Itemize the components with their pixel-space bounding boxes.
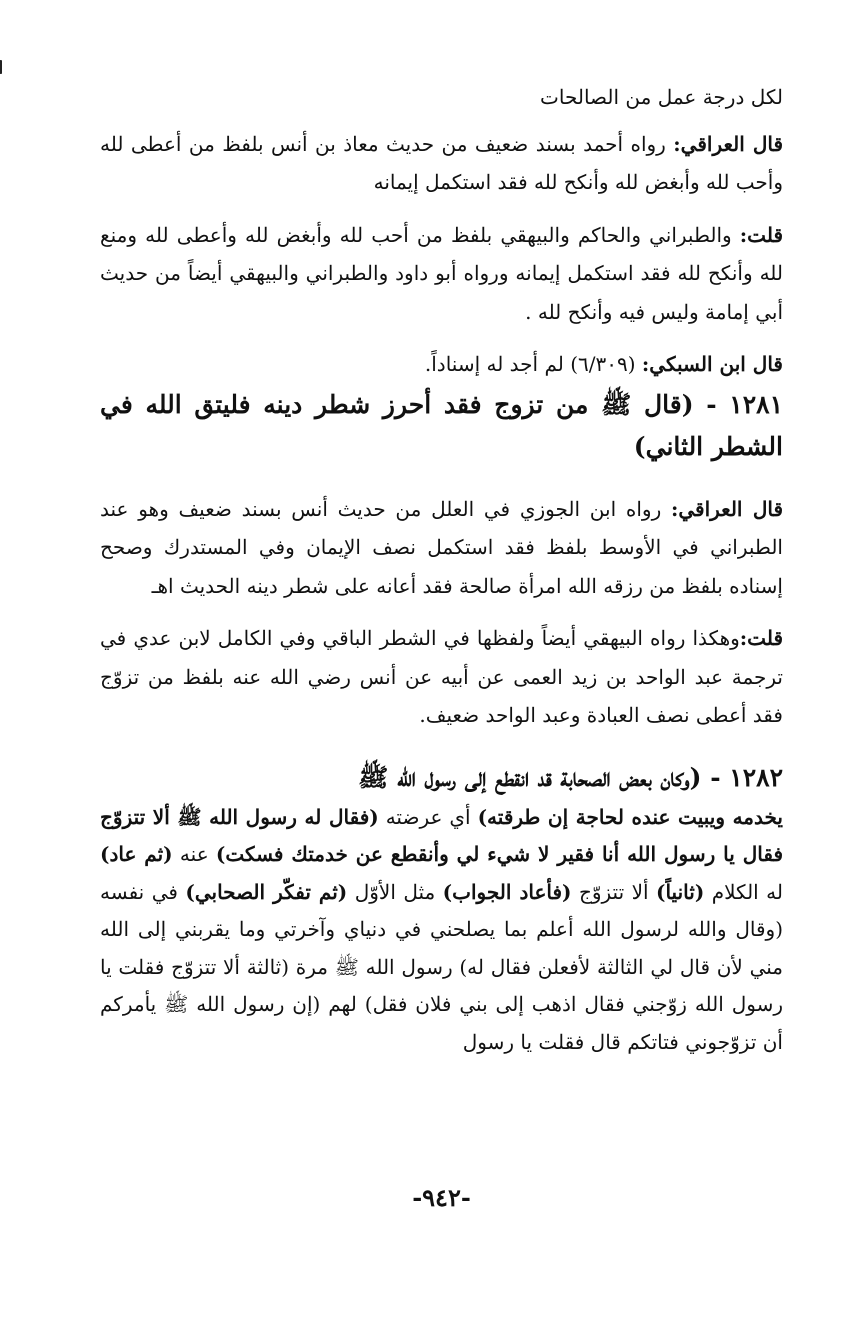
explanation-text: مثل الأوّل	[347, 879, 443, 904]
commentary-label: قال العراقي:	[670, 496, 783, 521]
hadith-1282	[100, 757, 783, 1062]
commentary-label: قلت:	[739, 222, 783, 247]
explanation-text: في نفسه (وقال والله لرسول الله أعلم بما يصلحني في دنياي وآخرتي وما يقربني إلى الله مني لأن قال لي الثالثة لأفعلن فقال له) رسول الله ﷺ مرة (ثالثة ألا تتزوّج فقلت يا رسول الله زوّجني فقال اذهب إلى بني فلان فقل) لهم (إن رسول الله ﷺ يأمركم أن تزوّجوني فتاتكم قال فقلت يا رسول	[100, 879, 783, 1054]
margin-mark	[0, 60, 6, 74]
running-header: لكل درجة عمل من الصالحات	[540, 85, 783, 109]
commentary-label: قلت:	[739, 626, 783, 650]
page-body	[100, 0, 783, 1331]
commentary-iraqi-1	[100, 125, 783, 202]
hadith-1281-heading: ١٢٨١ - (قال ﷺ من تزوج فقد أحرز شطر دينه فليتق الله في الشطر الثاني)	[100, 389, 783, 461]
hadith-text-bold: (ثم عاد)	[100, 842, 173, 866]
commentary-label: قال ابن السبكي:	[641, 352, 783, 376]
commentary-qultu-2	[100, 619, 783, 735]
hadith-text-bold: يخدمه ويبيت عنده لحاجة إن طرقته)	[477, 804, 783, 829]
hadith-text-bold: (ثم تفكّر الصحابي)	[185, 879, 348, 904]
commentary-qultu-1	[100, 216, 783, 332]
commentary-label: قال العراقي:	[673, 131, 784, 156]
hadith-text-bold: (فأعاد الجواب)	[442, 879, 572, 904]
commentary-text: رواه أحمد بسند ضعيف من حديث معاذ بن أنس بلفظ من أعطى لله وأحب لله وأبغض لله وأنكح لله فقد استكمل إيمانه	[100, 131, 783, 194]
explanation-text: أي عرضته	[378, 804, 478, 829]
commentary-subki	[100, 345, 783, 384]
explanation-text: له الكلام	[704, 879, 783, 904]
explanation-text: عنه	[172, 842, 216, 866]
hadith-text-bold: (ثانياً)	[656, 879, 705, 904]
commentary-text: وهكذا رواه البيهقي أيضاً ولفظها في الشطر الباقي وفي الكامل لابن عدي في ترجمة عبد الواحد بن زيد العمى عن أبيه عن أنس رضي الله عنه بلفظ من تزوّج فقد أعطى نصف العبادة وعبد الواحد ضعيف.	[100, 626, 783, 727]
commentary-iraqi-2	[100, 490, 783, 606]
hadith-text-bold: (فقال له رسول الله ﷺ ألا تتزوّج فقال يا رسول الله أنا فقير لا شيء لي وأنقطع عن خدمتك فسكت)	[100, 804, 784, 866]
commentary-text: والطبراني والحاكم والبيهقي بلفظ من أحب لله وأبغض لله وأعطى لله ومنع لله وأنكح لله فقد استكمل إيمانه ورواه أبو داود والطبراني والبيهقي أيضاً من حديث أبي إمامة وليس فيه وأنكح لله .	[100, 222, 784, 324]
explanation-text: ألا تتزوّج	[571, 879, 656, 904]
page-number: -٩٤٢-	[412, 1183, 471, 1212]
commentary-text: (٦/٣٠٩) لم أجد له إسناداً.	[424, 352, 642, 376]
hadith-1282-heading: ١٢٨٢ - (وكان بعض الصحابة قد انقطع إلى رسول الله ﷺ	[358, 762, 783, 792]
hadith-1282-body	[100, 799, 783, 1062]
commentary-text: رواه ابن الجوزي في العلل من حديث أنس بسند ضعيف وهو عند الطبراني في الأوسط بلفظ فقد استكمل نصف الإيمان وفي المستدرك وصحح إسناده بلفظ من رزقه الله امرأة صالحة فقد أعانه على شطر دينه الحديث اهـ	[100, 496, 783, 598]
